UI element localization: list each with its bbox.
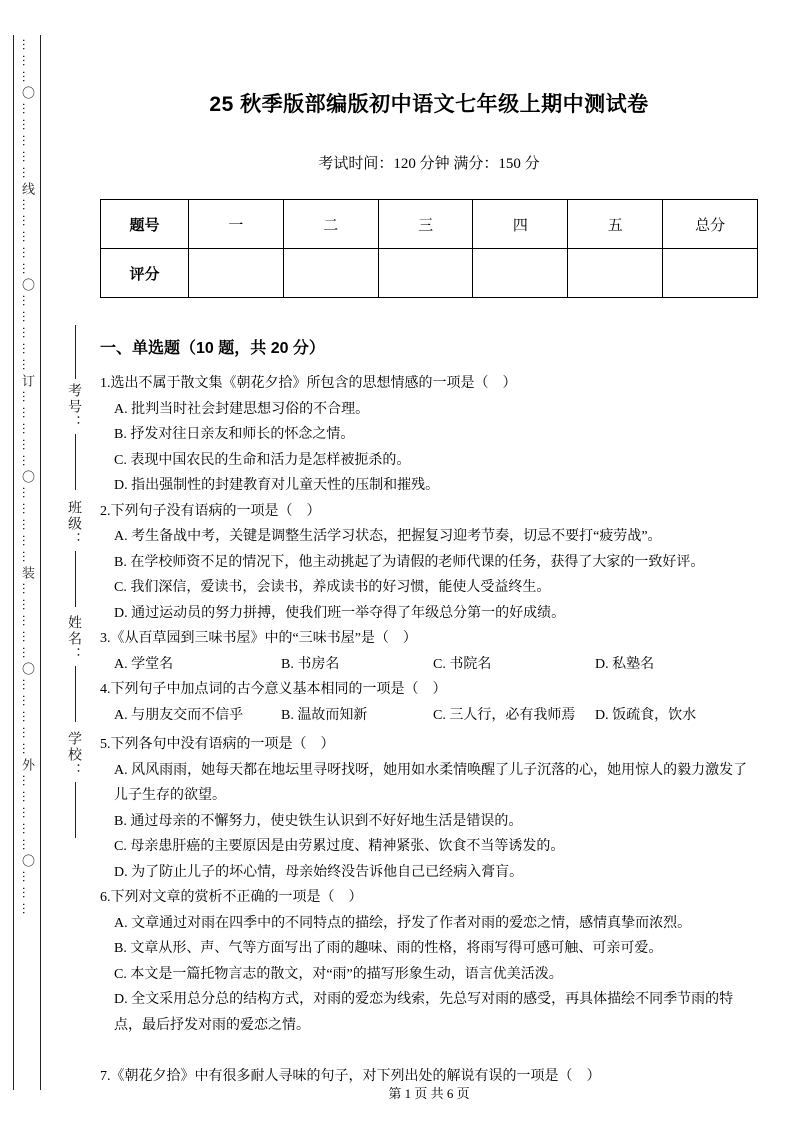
score-cell: [568, 249, 663, 298]
score-cell: [663, 249, 758, 298]
score-cell: [378, 249, 473, 298]
question-6-option-d: D. 全文采用总分总的结构方式，对雨的爱恋为线索，先总写对雨的感受，再具体描绘不同季节雨的特点，最后抒发对雨的爱恋之情。: [114, 992, 734, 1033]
field-exam-number: [64, 383, 86, 490]
question-6: [100, 885, 758, 1038]
question-4: [100, 677, 758, 728]
score-cell: [473, 249, 568, 298]
score-table-col-total: 总分: [663, 200, 758, 249]
score-table-score-header: 评分: [101, 249, 189, 298]
field-school-label: 学校：: [67, 731, 83, 779]
score-table-score-row: [101, 249, 758, 298]
question-4-option-d: D. 饭疏食，饮水: [595, 707, 697, 723]
question-6-option-c: C. 本文是一篇托物言志的散文，对“雨”的描写形象生动，语言优美活泼。: [114, 966, 563, 982]
question-2: [100, 499, 758, 627]
field-blank-line: [75, 325, 76, 379]
question-3-option-b: B. 书房名: [281, 656, 340, 672]
question-3-option-a: A. 学堂名: [114, 656, 174, 672]
score-table-col-5: 五: [568, 200, 663, 249]
question-2-stem: 2.下列句子没有语病的一项是（ ）: [100, 503, 321, 519]
field-blank-line: [75, 551, 76, 607]
binding-rule-left: [13, 35, 14, 1090]
score-table-col-4: 四: [473, 200, 568, 249]
question-5: [100, 732, 758, 885]
field-exam-number-label: 考号：: [67, 383, 83, 431]
score-table: [100, 199, 758, 298]
field-blank-line: [75, 666, 76, 722]
question-4-stem: 4.下列句子中加点词的古今意义基本相同的一项是（ ）: [100, 682, 447, 697]
question-2-option-c: C. 我们深信，爱读书，会读书，养成读书的好习惯，能使人受益终生。: [114, 580, 551, 595]
field-class: [64, 500, 86, 607]
question-5-option-a: A. 风风雨雨，她每天都在地坛里寻呀找呀，她用如水柔情唤醒了儿子沉落的心，她用惊人的毅力激发了儿子生存的欲望。: [114, 762, 748, 803]
exam-info: 考试时间：120 分钟 满分：150 分: [318, 156, 540, 172]
field-blank-line: [75, 782, 76, 838]
question-1-stem: 1.选出不属于散文集《朝花夕拾》所包含的思想情感的一项是（ ）: [100, 376, 517, 391]
question-3: [100, 626, 758, 677]
exam-content: [100, 88, 758, 1090]
question-2-option-d: D. 通过运动员的努力拼搏，使我们班一举夺得了年级总分第一的好成绩。: [114, 605, 566, 621]
question-2-option-a: A. 考生备战中考，关键是调整生活学习状态，把握复习迎考节奏，切忌不要打“疲劳战”。: [114, 529, 662, 544]
page-title: 25 秋季版部编版初中语文七年级上期中测试卷: [209, 93, 649, 116]
question-1-option-b: B. 抒发对往日亲友和师长的怀念之情。: [114, 427, 355, 442]
score-cell: [189, 249, 284, 298]
question-1: [100, 371, 758, 499]
question-3-option-d: D. 私塾名: [595, 656, 655, 672]
score-table-header-row: [101, 200, 758, 249]
question-1-option-c: C. 表现中国农民的生命和活力是怎样被扼杀的。: [114, 452, 411, 468]
field-school: [64, 731, 86, 838]
question-4-option-a: A. 与朋友交而不信乎: [114, 707, 244, 723]
question-3-stem: 3.《从百草园到三味书屋》中的“三味书屋”是（ ）: [100, 631, 417, 646]
score-table-col-2: 二: [283, 200, 378, 249]
question-3-options: [100, 652, 758, 678]
question-4-options: [100, 703, 758, 729]
field-blank-line: [75, 434, 76, 490]
score-table-col-3: 三: [378, 200, 473, 249]
page-footer: 第 1 页 共 6 页: [388, 1086, 470, 1101]
question-6-stem: 6.下列对文章的赏析不正确的一项是（ ）: [100, 890, 363, 905]
question-4-option-c: C. 三人行，必有我师焉: [433, 707, 576, 723]
question-5-option-c: C. 母亲患肝癌的主要原因是由劳累过度、精神紧张、饮食不当等诱发的。: [114, 839, 565, 854]
score-cell: [283, 249, 378, 298]
section-heading: 一、单选题（10 题，共 20 分）: [100, 340, 325, 357]
binding-rule-right: [40, 35, 41, 1090]
question-1-option-d: D. 指出强制性的封建教育对儿童天性的压制和摧残。: [114, 478, 440, 493]
question-6-option-a: A. 文章通过对雨在四季中的不同特点的描绘，抒发了作者对雨的爱恋之情，感情真挚而浓烈。: [114, 915, 692, 931]
field-name-label: 姓名：: [67, 615, 83, 663]
field-class-label: 班级：: [67, 500, 83, 548]
question-6-option-b: B. 文章从形、声、气等方面写出了雨的趣味、雨的性格，将雨写得可感可触、可亲可爱。: [114, 941, 663, 956]
binding-line-text: ………〇……………线……………〇……………订……………〇……………装……………〇……………外……………〇………: [20, 38, 35, 918]
question-4-option-b: B. 温故而知新: [281, 707, 368, 723]
question-5-option-b: B. 通过母亲的不懈努力，使史铁生认识到不好好地生活是错误的。: [114, 813, 523, 829]
question-5-option-d: D. 为了防止儿子的坏心情，母亲始终没告诉他自己已经病入膏肓。: [114, 864, 524, 880]
score-table-col-1: 一: [189, 200, 284, 249]
question-1-option-a: A. 批判当时社会封建思想习俗的不合理。: [114, 401, 370, 417]
question-5-stem: 5.下列各句中没有语病的一项是（ ）: [100, 737, 335, 752]
question-3-option-c: C. 书院名: [433, 656, 492, 672]
question-7-stem: 7.《朝花夕拾》中有很多耐人寻味的句子，对下列出处的解说有误的一项是（ ）: [100, 1069, 601, 1084]
score-table-row-header: 题号: [101, 200, 189, 249]
field-name: [64, 615, 86, 722]
question-2-option-b: B. 在学校师资不足的情况下，他主动挑起了为请假的老师代课的任务，获得了大家的一致好评。: [114, 554, 705, 570]
